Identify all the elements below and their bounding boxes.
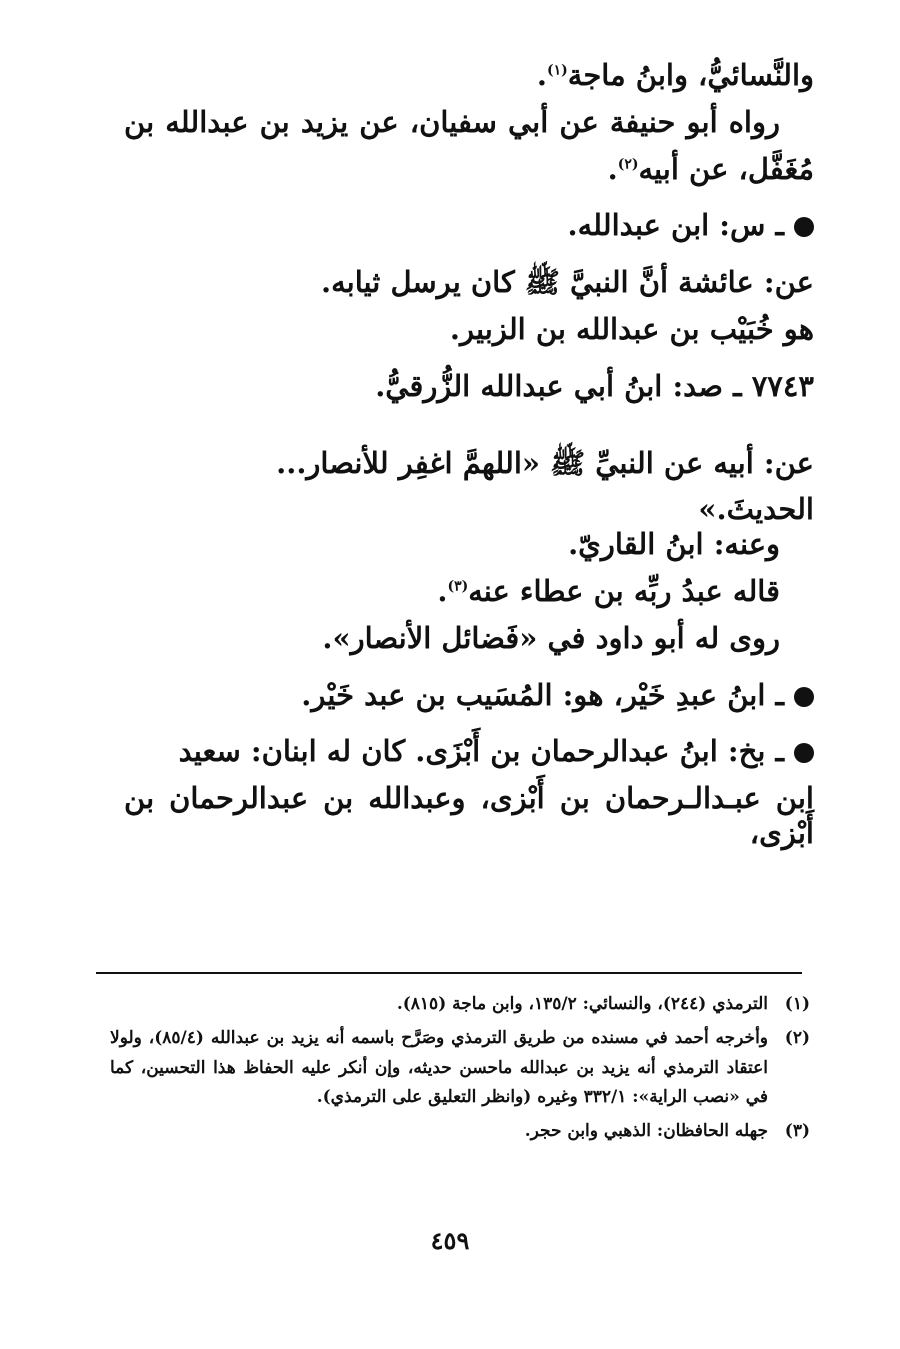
footnote-number: (٢): [784, 1027, 810, 1048]
footnote-text: وأخرجه أحمد في مسنده من طريق الترمذي وصَرَّح باسمه أنه يزيد بن عبدالله (٨٥/٤)، ولولا اعتقاد الترمذي أنه يزيد بن عبدالله ماحسن حديثه، وإن أنكر عليه الحفاظ هذا التحسين، كما في «نصب الراية»: ٣٣٢/١ وغيره (وانظر التعليق على الترمذي).: [110, 1027, 768, 1108]
bullet-icon: [794, 217, 814, 237]
footnote: [110, 990, 810, 1020]
page-number: ٤٥٩: [430, 1226, 470, 1255]
text-line: روى له أبو داود في «فَضائل الأنصار».: [322, 620, 780, 655]
footnote-divider: [96, 972, 802, 974]
footnotes: [110, 990, 810, 1151]
main-text: [124, 58, 814, 851]
text-line: والنَّسائيُّ، وابنُ ماجة$^{(١)}$.: [536, 58, 814, 92]
entry-line: ـ ابنُ عبدِ خَيْر، هو: المُسَيب بن عبد خَيْر.: [124, 678, 814, 713]
footnote-ref[interactable]: (٣): [447, 578, 469, 595]
text-line: رواه أبو حنيفة عن أبي سفيان، عن يزيد بن عبدالله بن: [124, 104, 780, 139]
text-line: عن: أبيه عن النبيِّ ﷺ «اللهمَّ اغفِر للأنصار...: [276, 445, 814, 480]
text-line: وعنه: ابنُ القاريّ.: [568, 527, 780, 562]
text-line: ابن عبـدالـرحمان بن أَبْزى، وعبدالله بن عبدالرحمان بن أَبْزى،: [124, 781, 814, 850]
bullet-icon: [794, 687, 814, 707]
footnote-ref[interactable]: (١): [547, 62, 568, 79]
text-line: عن: عائشة أنَّ النبيَّ ﷺ كان يرسل ثيابه.: [320, 265, 814, 300]
footnote: [110, 1024, 810, 1113]
text-line: مُغَفَّل، عن أبيه$^{(٢)}$.: [607, 151, 814, 186]
footnote-text: جهله الحافظان: الذهبي وابن حجر.: [524, 1121, 768, 1141]
footnote-number: (٣): [784, 1121, 810, 1141]
entry-heading: ٧٧٤٣ ـ صد: ابنُ أبي عبدالله الزُّرقيُّ.: [375, 368, 814, 403]
footnote-number: (١): [784, 994, 810, 1014]
entry-line: ـ س: ابن عبدالله.: [124, 208, 814, 243]
footnote-ref[interactable]: (٢): [617, 155, 639, 172]
text-line: قاله عبدُ ربِّه بن عطاء عنه$^{(٣)}$.: [437, 573, 780, 608]
entry-line: ـ بخ: ابنُ عبدالرحمان بن أَبْزَى. كان له ابنان: سعيد: [124, 734, 814, 769]
footnote: [110, 1117, 810, 1147]
text-line: هو خُبَيْب بن عبدالله بن الزبير.: [449, 311, 814, 346]
bullet-icon: [794, 743, 814, 763]
footnote-text: الترمذي (٢٤٤)، والنسائي: ١٣٥/٢، وابن ماجة (٨١٥).: [396, 994, 768, 1014]
text-line: الحديثَ.»: [698, 492, 814, 527]
